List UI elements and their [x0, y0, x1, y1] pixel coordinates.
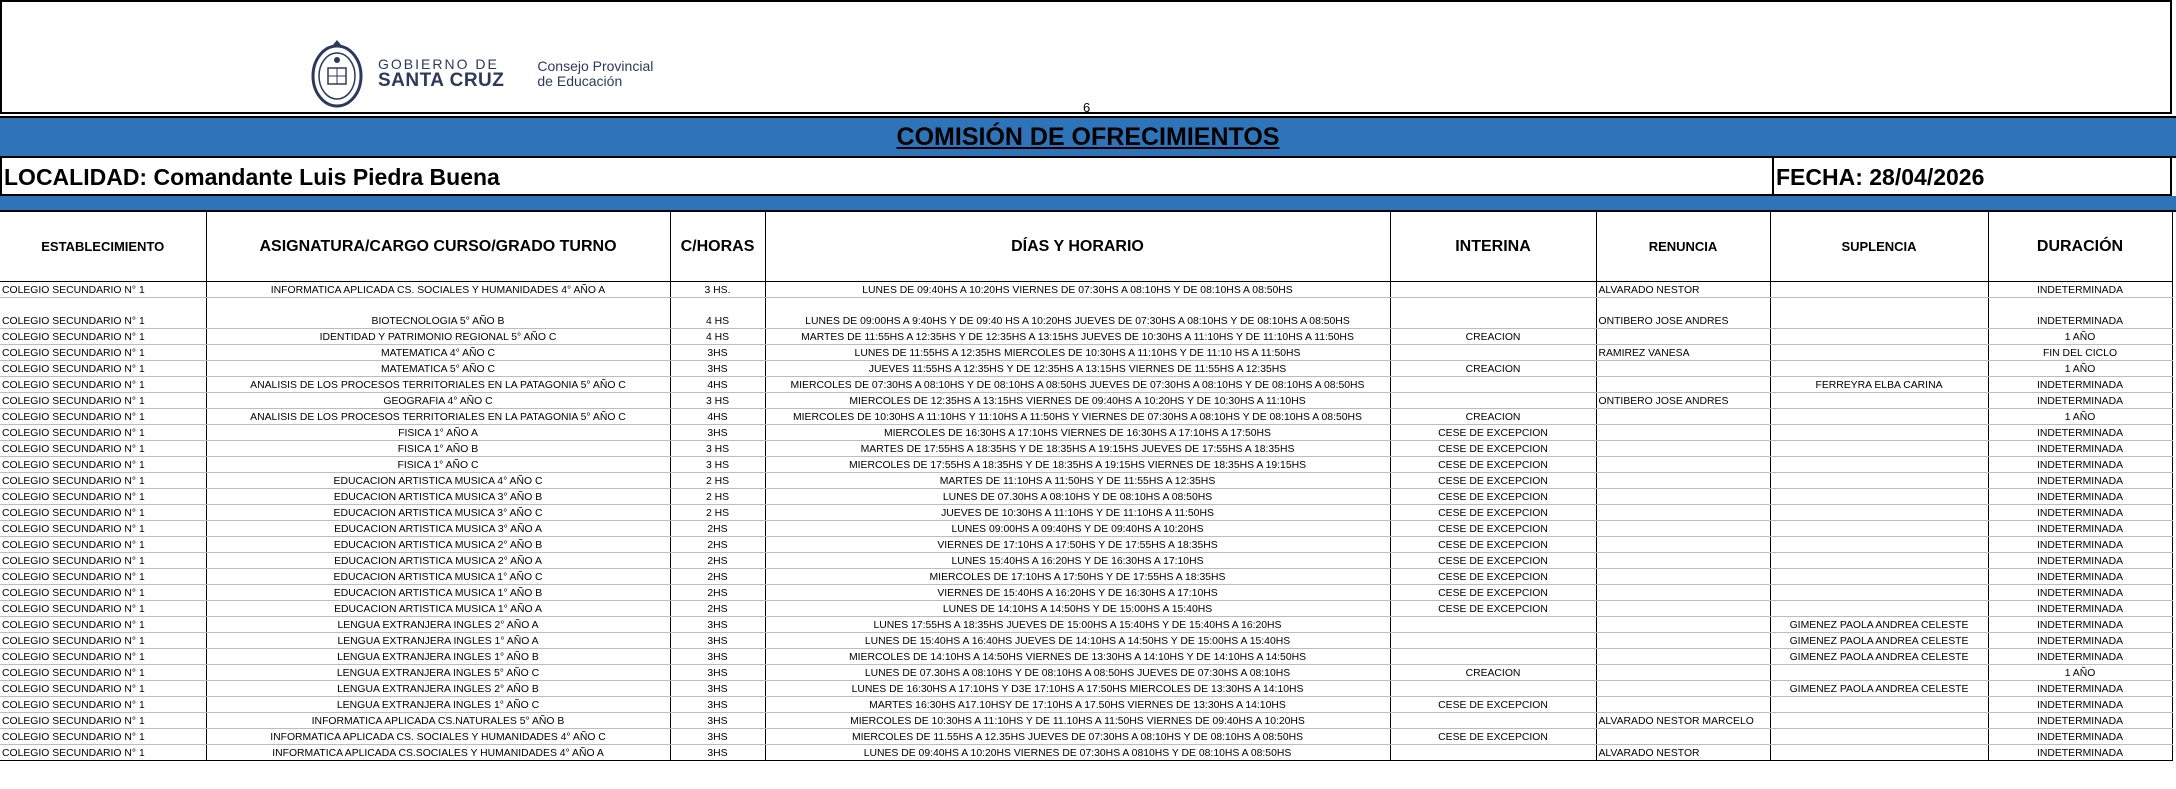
cell-horas: 3HS — [670, 729, 765, 745]
cell-horas: 4HS — [670, 377, 765, 393]
cell-asignatura: LENGUA EXTRANJERA INGLES 5° AÑO C — [206, 665, 670, 681]
cell-duracion: INDETERMINADA — [1988, 393, 2172, 409]
cell-horas: 3HS — [670, 713, 765, 729]
cell-dias-horario: LUNES DE 16:30HS A 17:10HS Y D3E 17:10HS A 17:50HS MIERCOLES DE 13:30HS A 14:10HS — [765, 681, 1390, 697]
cell-renuncia — [1596, 409, 1770, 425]
cell-horas: 3HS — [670, 649, 765, 665]
cell-horas: 4HS — [670, 409, 765, 425]
cell-asignatura: GEOGRAFIA 4° AÑO C — [206, 393, 670, 409]
cell-asignatura: FISICA 1° AÑO B — [206, 441, 670, 457]
gobierno-logo — [310, 36, 653, 112]
table-row — [0, 729, 2172, 745]
cell-establecimiento: COLEGIO SECUNDARIO N° 1 — [0, 665, 206, 681]
cell-renuncia — [1596, 457, 1770, 473]
cell-interina — [1390, 681, 1596, 697]
cell-horas: 3 HS — [670, 393, 765, 409]
cell-interina — [1390, 282, 1596, 298]
cell-horas: 4 HS — [670, 329, 765, 345]
cell-suplencia — [1770, 345, 1988, 361]
cell-interina — [1390, 649, 1596, 665]
cell-establecimiento: COLEGIO SECUNDARIO N° 1 — [0, 282, 206, 298]
cell-interina: CREACION — [1390, 361, 1596, 377]
cell-dias-horario: LUNES 15:40HS A 16:20HS Y DE 16:30HS A 17:10HS — [765, 553, 1390, 569]
cell-duracion: INDETERMINADA — [1988, 489, 2172, 505]
table-body — [0, 282, 2172, 761]
cell-renuncia — [1596, 665, 1770, 681]
consejo-wordmark — [537, 59, 653, 88]
cell-horas: 3HS — [670, 745, 765, 761]
cell-duracion: INDETERMINADA — [1988, 729, 2172, 745]
cell-horas: 2 HS — [670, 473, 765, 489]
cell-asignatura: ANALISIS DE LOS PROCESOS TERRITORIALES EN LA PATAGONIA 5° AÑO C — [206, 409, 670, 425]
cell-suplencia — [1770, 585, 1988, 601]
cell-asignatura: EDUCACION ARTISTICA MUSICA 3° AÑO B — [206, 489, 670, 505]
cell-dias-horario: LUNES DE 07.30HS A 08:10HS Y DE 08:10HS A 08:50HS — [765, 489, 1390, 505]
table-row — [0, 425, 2172, 441]
cell-interina — [1390, 617, 1596, 633]
cell-suplencia — [1770, 329, 1988, 345]
cell-suplencia — [1770, 665, 1988, 681]
ofrecimientos-table — [0, 212, 2173, 761]
cell-duracion: INDETERMINADA — [1988, 457, 2172, 473]
cell-suplencia — [1770, 282, 1988, 298]
table-row — [0, 409, 2172, 425]
cell-establecimiento: COLEGIO SECUNDARIO N° 1 — [0, 585, 206, 601]
cell-suplencia — [1770, 409, 1988, 425]
table-row — [0, 298, 2172, 329]
table-header-row — [0, 212, 2172, 282]
cell-duracion: INDETERMINADA — [1988, 298, 2172, 329]
cell-horas: 3 HS. — [670, 282, 765, 298]
cell-dias-horario: MIERCOLES DE 14:10HS A 14:50HS VIERNES DE 13:30HS A 14:10HS Y DE 14:10HS A 14:50HS — [765, 649, 1390, 665]
cell-establecimiento: COLEGIO SECUNDARIO N° 1 — [0, 441, 206, 457]
localidad-row — [0, 158, 2172, 196]
cell-interina — [1390, 633, 1596, 649]
cell-asignatura: FISICA 1° AÑO A — [206, 425, 670, 441]
cell-interina: CESE DE EXCEPCION — [1390, 729, 1596, 745]
cell-establecimiento: COLEGIO SECUNDARIO N° 1 — [0, 425, 206, 441]
col-header-duracion: DURACIÓN — [1988, 212, 2172, 282]
cell-asignatura: EDUCACION ARTISTICA MUSICA 3° AÑO C — [206, 505, 670, 521]
cell-establecimiento: COLEGIO SECUNDARIO N° 1 — [0, 601, 206, 617]
cell-dias-horario: LUNES DE 09:40HS A 10:20HS VIERNES DE 07:30HS A 0810HS Y DE 08:10HS A 08:50HS — [765, 745, 1390, 761]
cell-dias-horario: MIERCOLES DE 17:10HS A 17:50HS Y DE 17:55HS A 18:35HS — [765, 569, 1390, 585]
cell-asignatura: LENGUA EXTRANJERA INGLES 2° AÑO B — [206, 681, 670, 697]
cell-dias-horario: LUNES DE 11:55HS A 12:35HS MIERCOLES DE 10:30HS A 11:10HS Y DE 11:10 HS A 11:50HS — [765, 345, 1390, 361]
col-header-establecimiento: ESTABLECIMIENTO — [0, 212, 206, 282]
santa-cruz-seal-icon — [310, 38, 364, 110]
table-row — [0, 441, 2172, 457]
consejo-line-1: Consejo Provincial — [537, 58, 654, 75]
cell-suplencia — [1770, 489, 1988, 505]
cell-establecimiento: COLEGIO SECUNDARIO N° 1 — [0, 298, 206, 329]
table-row — [0, 585, 2172, 601]
cell-horas: 2HS — [670, 521, 765, 537]
cell-renuncia — [1596, 441, 1770, 457]
table-row — [0, 569, 2172, 585]
cell-establecimiento: COLEGIO SECUNDARIO N° 1 — [0, 361, 206, 377]
cell-renuncia — [1596, 329, 1770, 345]
table-row — [0, 393, 2172, 409]
cell-dias-horario: LUNES DE 09:40HS A 10:20HS VIERNES DE 07:30HS A 08:10HS Y DE 08:10HS A 08:50HS — [765, 282, 1390, 298]
cell-suplencia — [1770, 697, 1988, 713]
cell-duracion: 1 AÑO — [1988, 409, 2172, 425]
cell-asignatura: LENGUA EXTRANJERA INGLES 1° AÑO C — [206, 697, 670, 713]
cell-renuncia — [1596, 361, 1770, 377]
cell-asignatura: EDUCACION ARTISTICA MUSICA 1° AÑO A — [206, 601, 670, 617]
cell-duracion: INDETERMINADA — [1988, 697, 2172, 713]
cell-dias-horario: MARTES DE 11:55HS A 12:35HS Y DE 12:35HS A 13:15HS JUEVES DE 10:30HS A 11:10HS Y DE 11:10HS A 11:50HS — [765, 329, 1390, 345]
cell-suplencia: GIMENEZ PAOLA ANDREA CELESTE — [1770, 633, 1988, 649]
cell-horas: 4 HS — [670, 298, 765, 329]
cell-renuncia: ALVARADO NESTOR — [1596, 745, 1770, 761]
cell-asignatura: EDUCACION ARTISTICA MUSICA 1° AÑO B — [206, 585, 670, 601]
table-row — [0, 713, 2172, 729]
cell-renuncia: ONTIBERO JOSE ANDRES — [1596, 393, 1770, 409]
cell-horas: 2HS — [670, 553, 765, 569]
cell-asignatura: ANALISIS DE LOS PROCESOS TERRITORIALES EN LA PATAGONIA 5° AÑO C — [206, 377, 670, 393]
gov-top-text: GOBIERNO DE — [378, 55, 499, 72]
cell-interina: CESE DE EXCEPCION — [1390, 537, 1596, 553]
cell-renuncia: ONTIBERO JOSE ANDRES — [1596, 298, 1770, 329]
cell-asignatura: LENGUA EXTRANJERA INGLES 1° AÑO A — [206, 633, 670, 649]
cell-duracion: INDETERMINADA — [1988, 585, 2172, 601]
table-row — [0, 537, 2172, 553]
table-row — [0, 665, 2172, 681]
cell-dias-horario: JUEVES DE 10:30HS A 11:10HS Y DE 11:10HS A 11:50HS — [765, 505, 1390, 521]
cell-duracion: 1 AÑO — [1988, 329, 2172, 345]
page-title: COMISIÓN DE OFRECIMIENTOS — [896, 122, 1280, 151]
cell-renuncia — [1596, 617, 1770, 633]
cell-establecimiento: COLEGIO SECUNDARIO N° 1 — [0, 681, 206, 697]
gov-bottom-text: SANTA CRUZ — [378, 70, 505, 92]
cell-dias-horario: MIERCOLES DE 12:35HS A 13:15HS VIERNES DE 09:40HS A 10:20HS Y DE 10:30HS A 11:10HS — [765, 393, 1390, 409]
cell-establecimiento: COLEGIO SECUNDARIO N° 1 — [0, 457, 206, 473]
cell-dias-horario: VIERNES DE 15:40HS A 16:20HS Y DE 16:30HS A 17:10HS — [765, 585, 1390, 601]
cell-interina: CESE DE EXCEPCION — [1390, 553, 1596, 569]
cell-renuncia — [1596, 649, 1770, 665]
cell-suplencia: GIMENEZ PAOLA ANDREA CELESTE — [1770, 649, 1988, 665]
cell-interina — [1390, 393, 1596, 409]
table-row — [0, 697, 2172, 713]
cell-dias-horario: MARTES 16:30HS A17.10HSY DE 17:10HS A 17.50HS VIERNES DE 13:30HS A 14:10HS — [765, 697, 1390, 713]
cell-asignatura: BIOTECNOLOGIA 5° AÑO B — [206, 298, 670, 329]
cell-renuncia — [1596, 569, 1770, 585]
cell-asignatura: EDUCACION ARTISTICA MUSICA 2° AÑO B — [206, 537, 670, 553]
cell-dias-horario: MIERCOLES DE 17:55HS A 18:35HS Y DE 18:35HS A 19:15HS VIERNES DE 18:35HS A 19:15HS — [765, 457, 1390, 473]
cell-duracion: INDETERMINADA — [1988, 713, 2172, 729]
col-header-renuncia: RENUNCIA — [1596, 212, 1770, 282]
cell-horas: 3HS — [670, 681, 765, 697]
cell-horas: 3 HS — [670, 457, 765, 473]
cell-renuncia — [1596, 601, 1770, 617]
cell-establecimiento: COLEGIO SECUNDARIO N° 1 — [0, 697, 206, 713]
cell-establecimiento: COLEGIO SECUNDARIO N° 1 — [0, 569, 206, 585]
cell-dias-horario: MIERCOLES DE 11.55HS A 12.35HS JUEVES DE 07:30HS A 08:10HS Y DE 08:10HS A 08:50HS — [765, 729, 1390, 745]
cell-dias-horario: MIERCOLES DE 10:30HS A 11:10HS Y 11:10HS A 11:50HS Y VIERNES DE 07:30HS A 08:10HS Y DE 08:10HS A 08:50HS — [765, 409, 1390, 425]
table-row — [0, 505, 2172, 521]
cell-interina: CESE DE EXCEPCION — [1390, 473, 1596, 489]
cell-interina: CESE DE EXCEPCION — [1390, 697, 1596, 713]
cell-establecimiento: COLEGIO SECUNDARIO N° 1 — [0, 329, 206, 345]
cell-asignatura: EDUCACION ARTISTICA MUSICA 3° AÑO A — [206, 521, 670, 537]
table-row — [0, 601, 2172, 617]
cell-renuncia: ALVARADO NESTOR — [1596, 282, 1770, 298]
cell-duracion: 1 AÑO — [1988, 665, 2172, 681]
cell-horas: 2HS — [670, 601, 765, 617]
cell-duracion: INDETERMINADA — [1988, 537, 2172, 553]
gobierno-wordmark — [378, 57, 504, 92]
cell-horas: 3HS — [670, 361, 765, 377]
table-row — [0, 489, 2172, 505]
cell-asignatura: FISICA 1° AÑO C — [206, 457, 670, 473]
cell-interina: CESE DE EXCEPCION — [1390, 425, 1596, 441]
table-row — [0, 745, 2172, 761]
cell-asignatura: EDUCACION ARTISTICA MUSICA 1° AÑO C — [206, 569, 670, 585]
cell-renuncia — [1596, 681, 1770, 697]
cell-horas: 2HS — [670, 585, 765, 601]
cell-renuncia — [1596, 377, 1770, 393]
cell-horas: 2 HS — [670, 489, 765, 505]
cell-horas: 2HS — [670, 569, 765, 585]
cell-establecimiento: COLEGIO SECUNDARIO N° 1 — [0, 617, 206, 633]
table-row — [0, 553, 2172, 569]
cell-establecimiento: COLEGIO SECUNDARIO N° 1 — [0, 393, 206, 409]
cell-suplencia: FERREYRA ELBA CARINA — [1770, 377, 1988, 393]
cell-horas: 3HS — [670, 345, 765, 361]
cell-renuncia — [1596, 633, 1770, 649]
cell-renuncia: ALVARADO NESTOR MARCELO — [1596, 713, 1770, 729]
cell-dias-horario: MIERCOLES DE 16:30HS A 17:10HS VIERNES DE 16:30HS A 17:10HS A 17:50HS — [765, 425, 1390, 441]
cell-interina: CESE DE EXCEPCION — [1390, 505, 1596, 521]
cell-renuncia — [1596, 505, 1770, 521]
cell-renuncia — [1596, 553, 1770, 569]
cell-interina: CESE DE EXCEPCION — [1390, 457, 1596, 473]
cell-interina: CESE DE EXCEPCION — [1390, 585, 1596, 601]
cell-dias-horario: LUNES 17:55HS A 18:35HS JUEVES DE 15:00HS A 15:40HS Y DE 15:40HS A 16:20HS — [765, 617, 1390, 633]
cell-asignatura: LENGUA EXTRANJERA INGLES 1° AÑO B — [206, 649, 670, 665]
cell-horas: 2 HS — [670, 505, 765, 521]
cell-renuncia — [1596, 729, 1770, 745]
cell-horas: 3 HS — [670, 441, 765, 457]
table-row — [0, 329, 2172, 345]
cell-duracion: INDETERMINADA — [1988, 282, 2172, 298]
cell-renuncia — [1596, 473, 1770, 489]
cell-duracion: FIN DEL CICLO — [1988, 345, 2172, 361]
cell-dias-horario: LUNES DE 07.30HS A 08:10HS Y DE 08:10HS A 08:50HS JUEVES DE 07:30HS A 08:10HS — [765, 665, 1390, 681]
col-header-asignatura: ASIGNATURA/CARGO CURSO/GRADO TURNO — [206, 212, 670, 282]
cell-establecimiento: COLEGIO SECUNDARIO N° 1 — [0, 649, 206, 665]
cell-establecimiento: COLEGIO SECUNDARIO N° 1 — [0, 745, 206, 761]
cell-duracion: INDETERMINADA — [1988, 569, 2172, 585]
cell-suplencia: GIMENEZ PAOLA ANDREA CELESTE — [1770, 681, 1988, 697]
cell-asignatura: MATEMATICA 4° AÑO C — [206, 345, 670, 361]
cell-interina: CREACION — [1390, 409, 1596, 425]
cell-establecimiento: COLEGIO SECUNDARIO N° 1 — [0, 473, 206, 489]
cell-suplencia — [1770, 441, 1988, 457]
cell-renuncia — [1596, 585, 1770, 601]
cell-suplencia — [1770, 393, 1988, 409]
cell-establecimiento: COLEGIO SECUNDARIO N° 1 — [0, 345, 206, 361]
consejo-line-2: de Educación — [537, 73, 623, 89]
document-header — [0, 0, 2172, 114]
cell-duracion: INDETERMINADA — [1988, 649, 2172, 665]
cell-establecimiento: COLEGIO SECUNDARIO N° 1 — [0, 521, 206, 537]
cell-asignatura: IDENTIDAD Y PATRIMONIO REGIONAL 5° AÑO C — [206, 329, 670, 345]
cell-asignatura: INFORMATICA APLICADA CS.SOCIALES Y HUMANIDADES 4° AÑO A — [206, 745, 670, 761]
cell-suplencia — [1770, 713, 1988, 729]
cell-suplencia — [1770, 425, 1988, 441]
cell-duracion: INDETERMINADA — [1988, 601, 2172, 617]
cell-duracion: INDETERMINADA — [1988, 617, 2172, 633]
cell-suplencia — [1770, 569, 1988, 585]
cell-suplencia — [1770, 361, 1988, 377]
cell-establecimiento: COLEGIO SECUNDARIO N° 1 — [0, 729, 206, 745]
localidad-text: LOCALIDAD: Comandante Luis Piedra Buena — [4, 164, 500, 190]
cell-interina — [1390, 713, 1596, 729]
cell-asignatura: INFORMATICA APLICADA CS.NATURALES 5° AÑO B — [206, 713, 670, 729]
cell-dias-horario: LUNES DE 15:40HS A 16:40HS JUEVES DE 14:10HS A 14:50HS Y DE 15:00HS A 15:40HS — [765, 633, 1390, 649]
cell-dias-horario: MIERCOLES DE 10:30HS A 11:10HS Y DE 11.10HS A 11:50HS VIERNES DE 09:40HS A 10:20HS — [765, 713, 1390, 729]
cell-asignatura: EDUCACION ARTISTICA MUSICA 2° AÑO A — [206, 553, 670, 569]
page-number: 6 — [1083, 100, 1091, 115]
cell-suplencia — [1770, 473, 1988, 489]
cell-suplencia — [1770, 729, 1988, 745]
cell-interina — [1390, 298, 1596, 329]
cell-suplencia — [1770, 745, 1988, 761]
cell-asignatura: INFORMATICA APLICADA CS. SOCIALES Y HUMANIDADES 4° AÑO C — [206, 729, 670, 745]
table-row — [0, 649, 2172, 665]
cell-establecimiento: COLEGIO SECUNDARIO N° 1 — [0, 713, 206, 729]
table-row — [0, 377, 2172, 393]
fecha-text: FECHA: 28/04/2026 — [1776, 164, 1985, 190]
cell-establecimiento: COLEGIO SECUNDARIO N° 1 — [0, 409, 206, 425]
separator-band — [0, 196, 2176, 212]
table-row — [0, 617, 2172, 633]
cell-suplencia — [1770, 521, 1988, 537]
cell-suplencia — [1770, 505, 1988, 521]
cell-dias-horario: VIERNES DE 17:10HS A 17:50HS Y DE 17:55HS A 18:35HS — [765, 537, 1390, 553]
cell-duracion: INDETERMINADA — [1988, 633, 2172, 649]
cell-horas: 3HS — [670, 633, 765, 649]
cell-renuncia — [1596, 697, 1770, 713]
cell-horas: 3HS — [670, 425, 765, 441]
cell-asignatura: INFORMATICA APLICADA CS. SOCIALES Y HUMANIDADES 4° AÑO A — [206, 282, 670, 298]
cell-asignatura: EDUCACION ARTISTICA MUSICA 4° AÑO C — [206, 473, 670, 489]
cell-interina: CREACION — [1390, 665, 1596, 681]
fecha-cell — [1772, 158, 2172, 194]
table-row — [0, 282, 2172, 298]
cell-interina: CESE DE EXCEPCION — [1390, 441, 1596, 457]
cell-suplencia — [1770, 537, 1988, 553]
table-row — [0, 361, 2172, 377]
cell-duracion: 1 AÑO — [1988, 361, 2172, 377]
cell-renuncia — [1596, 425, 1770, 441]
cell-establecimiento: COLEGIO SECUNDARIO N° 1 — [0, 553, 206, 569]
table-row — [0, 457, 2172, 473]
col-header-suplencia: SUPLENCIA — [1770, 212, 1988, 282]
cell-dias-horario: JUEVES 11:55HS A 12:35HS Y DE 12:35HS A 13:15HS VIERNES DE 11:55HS A 12:35HS — [765, 361, 1390, 377]
cell-suplencia — [1770, 457, 1988, 473]
cell-dias-horario: LUNES DE 14:10HS A 14:50HS Y DE 15:00HS A 15:40HS — [765, 601, 1390, 617]
cell-duracion: INDETERMINADA — [1988, 473, 2172, 489]
col-header-dias-horario: DÍAS Y HORARIO — [765, 212, 1390, 282]
cell-duracion: INDETERMINADA — [1988, 425, 2172, 441]
cell-dias-horario: MARTES DE 17:55HS A 18:35HS Y DE 18:35HS A 19:15HS JUEVES DE 17:55HS A 18:35HS — [765, 441, 1390, 457]
cell-asignatura: LENGUA EXTRANJERA INGLES 2° AÑO A — [206, 617, 670, 633]
cell-duracion: INDETERMINADA — [1988, 521, 2172, 537]
cell-renuncia: RAMIREZ VANESA — [1596, 345, 1770, 361]
cell-interina — [1390, 745, 1596, 761]
col-header-interina: INTERINA — [1390, 212, 1596, 282]
cell-interina — [1390, 377, 1596, 393]
cell-horas: 2HS — [670, 537, 765, 553]
cell-interina: CESE DE EXCEPCION — [1390, 569, 1596, 585]
cell-duracion: INDETERMINADA — [1988, 553, 2172, 569]
cell-duracion: INDETERMINADA — [1988, 681, 2172, 697]
col-header-horas: C/HORAS — [670, 212, 765, 282]
cell-interina: CREACION — [1390, 329, 1596, 345]
table-row — [0, 521, 2172, 537]
title-band — [0, 116, 2176, 158]
cell-suplencia — [1770, 298, 1988, 329]
cell-duracion: INDETERMINADA — [1988, 505, 2172, 521]
cell-duracion: INDETERMINADA — [1988, 377, 2172, 393]
cell-establecimiento: COLEGIO SECUNDARIO N° 1 — [0, 633, 206, 649]
table-row — [0, 345, 2172, 361]
cell-establecimiento: COLEGIO SECUNDARIO N° 1 — [0, 505, 206, 521]
cell-suplencia — [1770, 601, 1988, 617]
cell-establecimiento: COLEGIO SECUNDARIO N° 1 — [0, 537, 206, 553]
cell-renuncia — [1596, 489, 1770, 505]
cell-horas: 3HS — [670, 665, 765, 681]
cell-dias-horario: MARTES DE 11:10HS A 11:50HS Y DE 11:55HS A 12:35HS — [765, 473, 1390, 489]
cell-dias-horario: MIERCOLES DE 07:30HS A 08:10HS Y DE 08:10HS A 08:50HS JUEVES DE 07:30HS A 08:10HS Y DE 08:10HS A 08:50HS — [765, 377, 1390, 393]
cell-dias-horario: LUNES 09:00HS A 09:40HS Y DE 09:40HS A 10:20HS — [765, 521, 1390, 537]
cell-horas: 3HS — [670, 617, 765, 633]
cell-dias-horario: LUNES DE 09:00HS A 9:40HS Y DE 09:40 HS A 10:20HS JUEVES DE 07:30HS A 08:10HS Y DE 08:10HS A 08:50HS — [765, 298, 1390, 329]
cell-asignatura: MATEMATICA 5° AÑO C — [206, 361, 670, 377]
cell-suplencia: GIMENEZ PAOLA ANDREA CELESTE — [1770, 617, 1988, 633]
table-row — [0, 681, 2172, 697]
cell-renuncia — [1596, 521, 1770, 537]
cell-interina: CESE DE EXCEPCION — [1390, 521, 1596, 537]
cell-interina — [1390, 345, 1596, 361]
cell-establecimiento: COLEGIO SECUNDARIO N° 1 — [0, 377, 206, 393]
table-row — [0, 473, 2172, 489]
cell-establecimiento: COLEGIO SECUNDARIO N° 1 — [0, 489, 206, 505]
table-row — [0, 633, 2172, 649]
cell-duracion: INDETERMINADA — [1988, 441, 2172, 457]
cell-duracion: INDETERMINADA — [1988, 745, 2172, 761]
cell-renuncia — [1596, 537, 1770, 553]
cell-horas: 3HS — [670, 697, 765, 713]
cell-suplencia — [1770, 553, 1988, 569]
cell-interina: CESE DE EXCEPCION — [1390, 601, 1596, 617]
cell-interina: CESE DE EXCEPCION — [1390, 489, 1596, 505]
